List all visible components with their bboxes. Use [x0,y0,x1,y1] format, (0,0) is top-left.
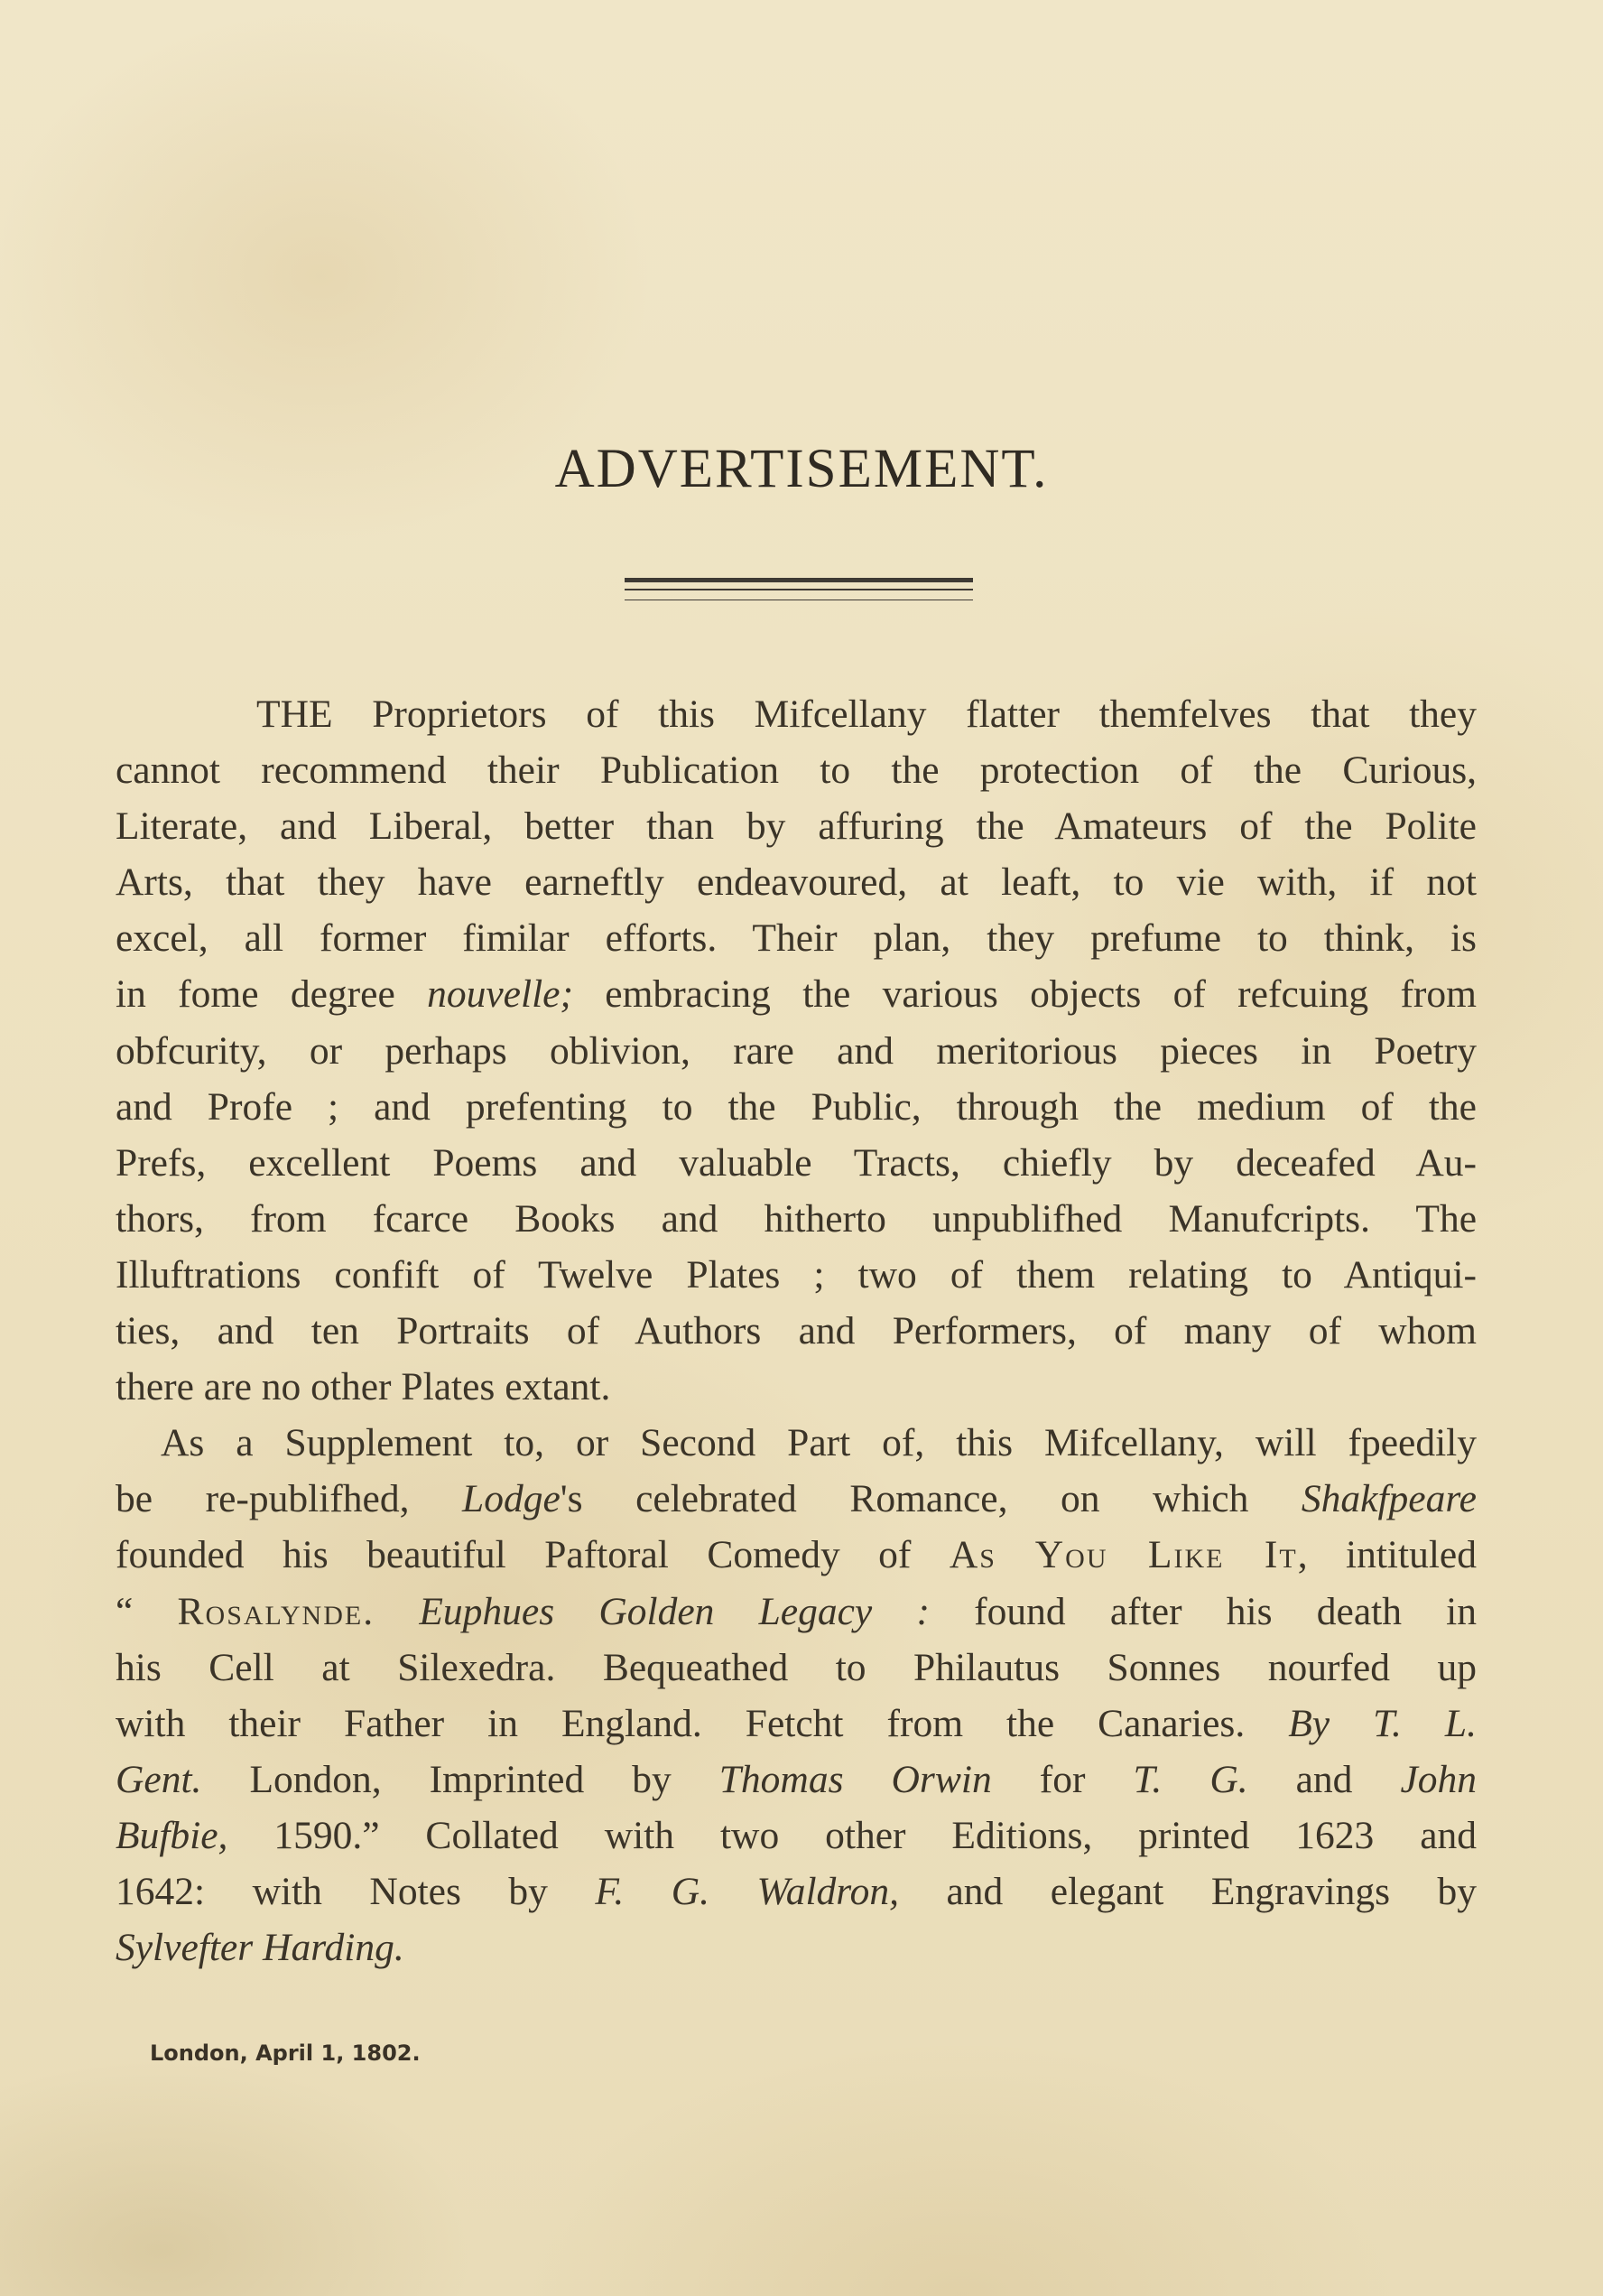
italic-name: Lodge [462,1477,561,1521]
italic-name: F. G. Waldron, [595,1869,899,1913]
para2-text: with their Father in England. Fetcht from the Canaries. [116,1701,1289,1745]
para2-text: and elegant Engravings by [899,1869,1477,1913]
para2-line: Sylvefter Harding. [116,1926,404,1970]
small-caps-title: As You Like It [949,1533,1298,1577]
italic-name: Bufbie, [116,1813,228,1857]
para1-line: ties, and ten Portraits of Authors and Performers, of many of whom [116,1309,1477,1353]
para2-line [116,1864,1477,1920]
small-caps-title: Rosalynde. [177,1589,375,1633]
imprint-date: London, April 1, 1802. [150,2040,421,2066]
para2-text: for [991,1757,1134,1801]
para1-line: Prefs, excellent Poems and valuable Tracts, chiefly by deceafed Au- [116,1140,1477,1185]
para2-line: his Cell at Silexedra. Bequeathed to Philautus Sonnes nourfed up [116,1645,1477,1689]
para1-line: excel, all former fimilar efforts. Their plan, they prefume to think, is [116,916,1477,961]
para2-line: As a Supplement to, or Second Part of, this Mifcellany, will fpeedily [161,1421,1477,1465]
para2-text [375,1590,419,1633]
para1-line: THE Proprietors of this Mifcellany flatter themfelves that they [256,693,1477,736]
para2-line [116,1471,1477,1527]
page-title: ADVERTISEMENT. [554,439,1049,499]
para2-line [116,1752,1477,1808]
para2-text: London, Imprinted by [201,1757,719,1801]
italic-title: Euphues Golden Legacy : [419,1589,930,1633]
para1-line: Arts, that they have earneftly endeavoured, at leaft, to vie with, if not [116,860,1477,905]
italic-name: Gent. [116,1757,202,1801]
italic-name: Shakfpeare [1301,1477,1477,1521]
para1-line: obfcurity, or perhaps oblivion, rare and meritorious pieces in Poetry [116,1028,1477,1073]
para1-line: Illuftrations confift of Twelve Plates ; two of them relating to Antiqui- [116,1252,1477,1297]
para1-text: in fome degree [116,972,428,1017]
advertisement-body [116,686,1477,1975]
para2-text: 1590.” Collated with two other Editions, printed 1623 and [227,1813,1477,1857]
title-rule-thick [625,578,973,582]
para2-text: found after his death in [929,1589,1478,1633]
para2-line [116,1527,1477,1583]
para2-text: , intituled [1297,1533,1477,1577]
para1-line: thors, from fcarce Books and hitherto unpublifhed Manufcripts. The [116,1196,1477,1241]
para2-text: founded his beautiful Paftoral Comedy of [116,1533,950,1577]
italic-name: By T. L. [1288,1701,1477,1745]
para1-line: there are no other Plates extant. [116,1365,611,1409]
para2-text: and [1247,1757,1401,1801]
para2-line [116,1696,1477,1752]
para2-line [116,1808,1477,1864]
para1-line: Literate, and Liberal, better than by affuring the Amateurs of the Polite [116,804,1477,849]
para1-italic-nouvelle: nouvelle; [427,972,573,1017]
italic-name: John [1400,1757,1477,1801]
para2-text: 1642: with Notes by [116,1869,596,1913]
title-rule-middle [625,589,973,590]
para2-text: 's celebrated Romance, on which [560,1477,1302,1521]
para1-text: embracing the various objects of refcuing from [572,972,1477,1017]
para2-text: “ [116,1589,178,1633]
para1-line: cannot recommend their Publication to the protection of the Curious, [116,748,1477,793]
para1-line: and Profe ; and prefenting to the Public, through the medium of the [116,1084,1477,1129]
para2-text: be re-publifhed, [116,1477,463,1521]
para1-line [116,966,1477,1022]
italic-name: T. G. [1133,1757,1248,1801]
italic-name: Thomas Orwin [718,1757,992,1801]
para2-line [116,1584,1477,1640]
